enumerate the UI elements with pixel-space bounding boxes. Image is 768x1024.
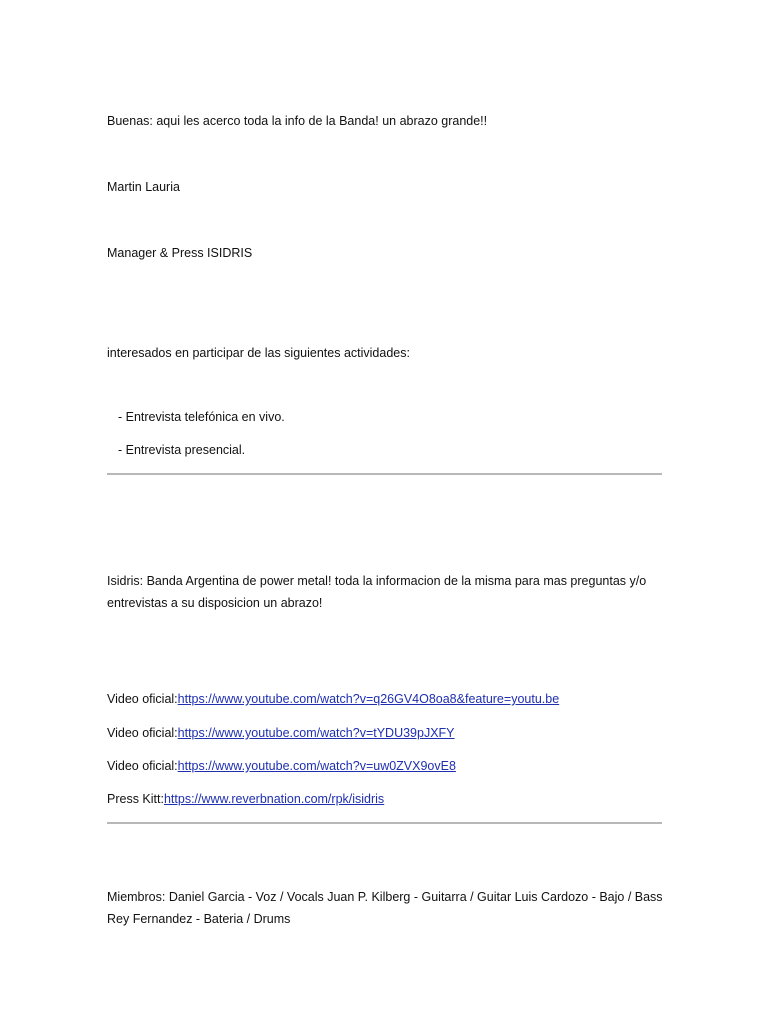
youtube-link-1[interactable]: https://www.youtube.com/watch?v=q26GV4O8oa8&feature=youtu.be	[177, 692, 560, 706]
activities-intro: interesados en participar de las siguientes actividades:	[107, 346, 410, 360]
link-label: Press Kitt:	[107, 792, 164, 806]
youtube-link-3[interactable]: https://www.youtube.com/watch?v=uw0ZVX9ovE8	[177, 759, 456, 773]
link-label: Video oficial:	[107, 759, 178, 773]
divider-bottom	[107, 822, 662, 824]
sender-role: Manager & Press ISIDRIS	[107, 246, 253, 260]
divider-top	[107, 473, 662, 475]
sender-name: Martin Lauria	[107, 180, 180, 194]
greeting-text: Buenas: aqui les acerco toda la info de la Banda! un abrazo grande!!	[107, 114, 488, 128]
band-description: Isidris: Banda Argentina de power metal! toda la informacion de la misma para mas preguntas y/o entrevistas a su disposicion un abrazo!	[107, 574, 647, 610]
activity-item-in-person-interview: - Entrevista presencial.	[118, 443, 246, 457]
link-row-video-2	[107, 725, 455, 741]
link-label: Video oficial:	[107, 726, 178, 740]
link-label: Video oficial:	[107, 692, 178, 706]
activity-item-phone-interview: - Entrevista telefónica en vivo.	[118, 410, 285, 424]
press-kit-link[interactable]: https://www.reverbnation.com/rpk/isidris	[163, 792, 385, 806]
link-row-video-1	[107, 691, 559, 707]
link-row-video-3	[107, 758, 456, 774]
link-row-press-kit	[107, 791, 384, 807]
youtube-link-2[interactable]: https://www.youtube.com/watch?v=tYDU39pJXFY	[177, 726, 455, 740]
band-members: Miembros: Daniel Garcia - Voz / Vocals Juan P. Kilberg - Guitarra / Guitar Luis Cardozo - Bajo / Bass Rey Fernandez - Bateria / Drums	[107, 890, 663, 926]
